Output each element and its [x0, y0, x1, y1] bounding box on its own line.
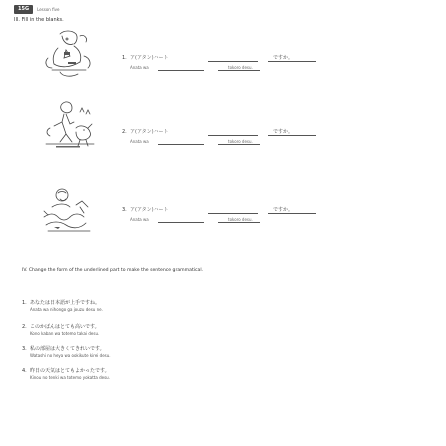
- exercise-romaji: Watashi no heya wa ookikute kirei desu.: [30, 353, 111, 358]
- person-dog-illustration-icon: [40, 100, 98, 152]
- answer-blank-2[interactable]: [268, 213, 316, 214]
- answer-blank-3[interactable]: [158, 222, 204, 223]
- answer-blank-4[interactable]: [218, 144, 260, 145]
- exercise-number: 3.: [22, 346, 27, 352]
- section2-instruction: IV. Change the form of the underlined part to make the sentence grammatical.: [22, 268, 204, 273]
- question-sub-1: Anata wa: [130, 65, 149, 70]
- exercise-romaji: Kono kaban wa totemo takai desu.: [30, 331, 100, 336]
- person-illustration-icon: [40, 28, 98, 80]
- question-sub-2: tokoro desu.: [228, 65, 253, 70]
- answer-blank-3[interactable]: [158, 144, 204, 145]
- exercise-romaji: Kinou no tenki wa totemo yokatta desu.: [30, 375, 110, 380]
- exercise-japanese: 昨日の天気はとてもよかったです。: [30, 368, 110, 374]
- question-number: 2.: [122, 129, 127, 135]
- lesson-subtitle: Lesson five: [37, 7, 60, 12]
- question-text: ア(アタン)ハート: [130, 55, 169, 61]
- question-number: 3.: [122, 207, 127, 213]
- question-sub-2: tokoro desu.: [228, 217, 253, 222]
- answer-blank-2[interactable]: [268, 61, 316, 62]
- section1-instruction: III. Fill in the blanks.: [14, 17, 64, 23]
- answer-blank-2[interactable]: [268, 135, 316, 136]
- exercise-japanese: 私の部屋は大きくてきれいです。: [30, 346, 105, 352]
- question-text: ア(アタン)ハート: [130, 207, 169, 213]
- exercise-number: 2.: [22, 324, 27, 330]
- landscape-illustration-icon: [40, 185, 98, 237]
- answer-blank-4[interactable]: [218, 70, 260, 71]
- question-item-1: [118, 54, 318, 84]
- exercise-number: 1.: [22, 300, 27, 306]
- question-sub-1: Anata wa: [130, 139, 149, 144]
- exercise-number: 4.: [22, 368, 27, 374]
- question-tail: ですか。: [273, 129, 294, 135]
- question-sub-2: tokoro desu.: [228, 139, 253, 144]
- question-text: ア(アタン)ハート: [130, 129, 169, 135]
- answer-blank-3[interactable]: [158, 70, 204, 71]
- exercise-japanese: あなたは日本語が上手ですね。: [30, 300, 101, 306]
- lesson-tag: 15G: [14, 5, 33, 14]
- illustration-1: [40, 28, 98, 80]
- question-sub-1: Anata wa: [130, 217, 149, 222]
- exercise-romaji: Anata wa nihongo ga jouzu desu ne.: [30, 307, 103, 312]
- illustration-2: [40, 100, 98, 152]
- answer-blank[interactable]: [208, 213, 258, 214]
- question-tail: ですか。: [273, 55, 294, 61]
- question-item-3: [118, 206, 318, 236]
- question-number: 1.: [122, 55, 127, 61]
- answer-blank-4[interactable]: [218, 222, 260, 223]
- answer-blank[interactable]: [208, 61, 258, 62]
- illustration-3: [40, 185, 98, 237]
- question-tail: ですか。: [273, 207, 294, 213]
- answer-blank[interactable]: [208, 135, 258, 136]
- page-header: [14, 5, 59, 14]
- exercise-japanese: このかばんはとても高いです。: [30, 324, 100, 330]
- question-item-2: [118, 128, 318, 158]
